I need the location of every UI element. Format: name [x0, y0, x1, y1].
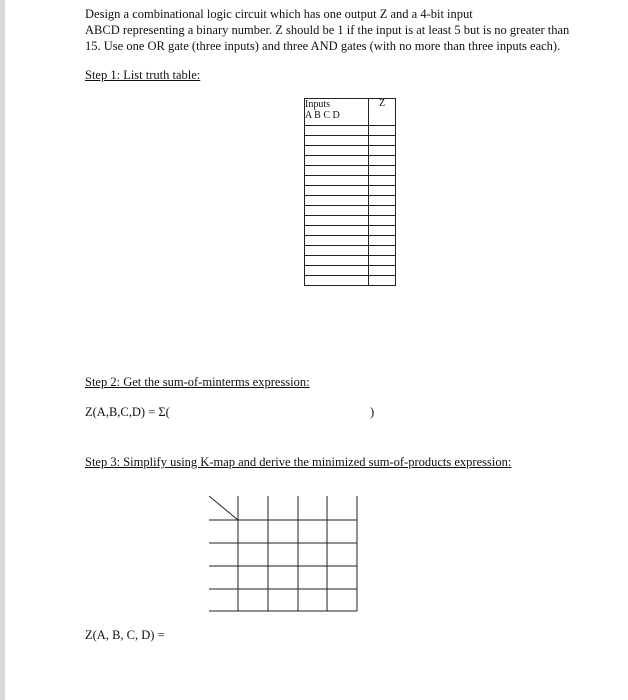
page-left-border [0, 0, 5, 700]
output-cell [369, 246, 396, 256]
truth-table-header [305, 99, 396, 126]
output-cell [369, 276, 396, 286]
inputs-label: Inputs [305, 99, 330, 110]
step1-heading: Step 1: List truth table: [85, 68, 201, 82]
truth-table-row [305, 196, 396, 206]
truth-table-row [305, 186, 396, 196]
inputs-cell [305, 216, 369, 226]
output-cell [369, 266, 396, 276]
inputs-header-cell [305, 99, 369, 126]
inputs-cell [305, 196, 369, 206]
truth-table-row [305, 266, 396, 276]
inputs-cell [305, 146, 369, 156]
problem-line-3: 15. Use one OR gate (three inputs) and three AND gates (with no more than three inputs each). [85, 39, 561, 53]
kmap-grid [209, 496, 359, 614]
inputs-cell [305, 276, 369, 286]
inputs-cell [305, 266, 369, 276]
minterms-expression-prefix: Z(A,B,C,D) = Σ( [85, 405, 170, 419]
inputs-cell [305, 256, 369, 266]
truth-table-row [305, 206, 396, 216]
problem-statement [85, 6, 620, 54]
step2-heading: Step 2: Get the sum-of-minterms expression: [85, 375, 310, 389]
step3-heading: Step 3: Simplify using K-map and derive the minimized sum-of-products expression: [85, 455, 512, 469]
output-cell [369, 146, 396, 156]
truth-table-row [305, 256, 396, 266]
output-cell [369, 226, 396, 236]
output-cell [369, 206, 396, 216]
inputs-cell [305, 246, 369, 256]
truth-table-row [305, 136, 396, 146]
inputs-cell [305, 186, 369, 196]
truth-table-row [305, 126, 396, 136]
truth-table-row [305, 216, 396, 226]
inputs-cell [305, 166, 369, 176]
inputs-cell [305, 206, 369, 216]
output-cell [369, 166, 396, 176]
inputs-cell [305, 236, 369, 246]
truth-table-row [305, 146, 396, 156]
truth-table-row [305, 236, 396, 246]
output-cell [369, 176, 396, 186]
output-cell [369, 136, 396, 146]
truth-table-row [305, 246, 396, 256]
truth-table-row [305, 276, 396, 286]
problem-line-2: ABCD representing a binary number. Z should be 1 if the input is at least 5 but is no greater than [85, 23, 570, 37]
truth-table-row [305, 166, 396, 176]
output-cell [369, 236, 396, 246]
inputs-vars: A B C D [305, 110, 340, 121]
output-cell [369, 156, 396, 166]
inputs-cell [305, 126, 369, 136]
inputs-cell [305, 156, 369, 166]
inputs-cell [305, 226, 369, 236]
inputs-cell [305, 176, 369, 186]
truth-table-row [305, 176, 396, 186]
output-cell [369, 186, 396, 196]
output-cell [369, 126, 396, 136]
inputs-cell [305, 136, 369, 146]
output-cell [369, 216, 396, 226]
final-expression-label: Z(A, B, C, D) = [85, 628, 165, 642]
output-header-cell: Z [369, 99, 396, 126]
truth-table-row [305, 156, 396, 166]
truth-table [304, 98, 396, 286]
output-cell [369, 256, 396, 266]
output-cell [369, 196, 396, 206]
truth-table-row [305, 226, 396, 236]
minterms-expression-suffix: ) [370, 405, 375, 419]
problem-line-1: Design a combinational logic circuit which has one output Z and a 4-bit input [85, 7, 473, 21]
